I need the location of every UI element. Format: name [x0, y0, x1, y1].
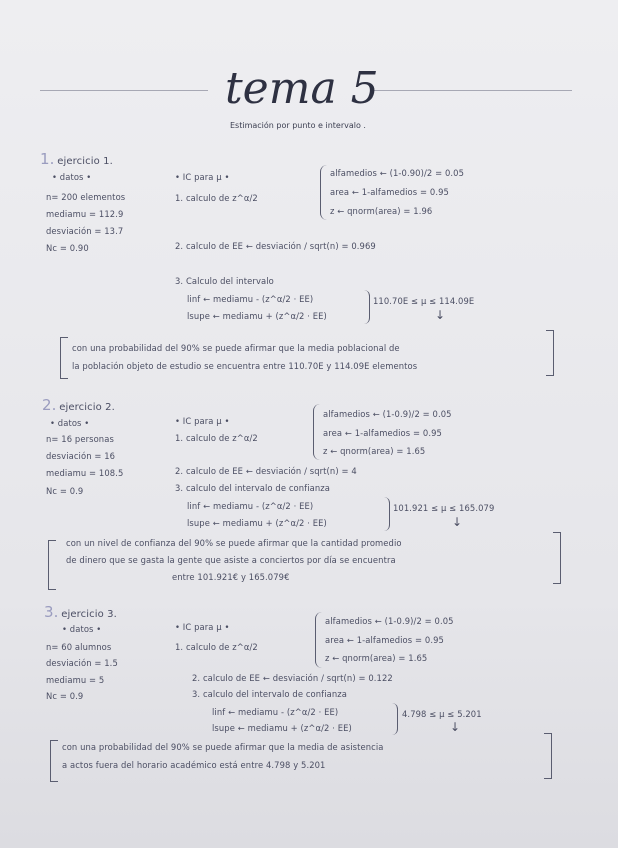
- ex1-linf: linf ← mediamu - (z^α/2 · EE): [187, 294, 314, 304]
- ex2-dato-media: mediamu = 108.5: [46, 468, 124, 478]
- ex2-conclusion-bracket-left: [48, 540, 56, 590]
- ex3-step-1: 1. calculo de z^α/2: [175, 642, 258, 652]
- ex3-system-brace: [315, 612, 322, 668]
- ex1-down-arrow: ↓: [435, 308, 446, 322]
- ex1-ic-label: • IC para μ •: [175, 172, 230, 182]
- exercise-3-number: 3.: [44, 603, 59, 621]
- title-rule-left: [40, 90, 208, 91]
- ex1-lsup: lsupe ← mediamu + (z^α/2 · EE): [187, 311, 327, 321]
- ex3-sys-area: area ← 1-alfamedios = 0.95: [325, 635, 444, 645]
- title-rule-right: [372, 90, 572, 91]
- ex1-sys-area: area ← 1-alfamedios = 0.95: [330, 187, 449, 197]
- ex2-conclusion-line-3: entre 101.921€ y 165.079€: [172, 572, 290, 582]
- ex2-sys-area: area ← 1-alfamedios = 0.95: [323, 428, 442, 438]
- ex1-system-brace: [320, 165, 327, 220]
- ex2-result: 101.921 ≤ μ ≤ 165.079: [393, 503, 495, 513]
- exercise-1-header: [40, 150, 113, 168]
- exercise-3-header: [44, 603, 117, 621]
- ex3-dato-n: n= 60 alumnos: [46, 642, 112, 652]
- ex3-sys-z: z ← qnorm(area) = 1.65: [325, 653, 428, 663]
- exercise-3-title: ejercicio 3.: [61, 609, 117, 620]
- exercise-2-number: 2.: [42, 396, 57, 414]
- ex2-dato-desviacion: desviación = 16: [46, 451, 116, 461]
- ex3-dato-desviacion: desviación = 1.5: [46, 658, 118, 668]
- ex2-lsup: lsupe ← mediamu + (z^α/2 · EE): [187, 518, 327, 528]
- ex1-sys-z: z ← qnorm(area) = 1.96: [330, 206, 433, 216]
- ex2-conclusion-line-1: con un nivel de confianza del 90% se puede afirmar que la cantidad promedio: [66, 538, 402, 548]
- ex1-dato-nc: Nc = 0.90: [46, 243, 89, 253]
- ex2-conclusion-line-2: de dinero que se gasta la gente que asiste a conciertos por día se encuentra: [66, 555, 396, 565]
- ex1-step-1: 1. calculo de z^α/2: [175, 193, 258, 203]
- ex2-sys-z: z ← qnorm(area) = 1.65: [323, 446, 426, 456]
- ex3-linf: linf ← mediamu - (z^α/2 · EE): [212, 707, 339, 717]
- ex3-conclusion-bracket-right: [544, 733, 552, 779]
- ex1-conclusion-bracket-left: [60, 337, 68, 379]
- ex3-conclusion-line-2: a actos fuera del horario académico está entre 4.798 y 5.201: [62, 760, 326, 770]
- ex3-sys-alfa: alfamedios ← (1-0.9)/2 = 0.05: [325, 616, 454, 626]
- ex2-sys-alfa: alfamedios ← (1-0.9)/2 = 0.05: [323, 409, 452, 419]
- ex1-conclusion-line-1: con una probabilidad del 90% se puede afirmar que la media poblacional de: [72, 343, 400, 353]
- ex1-dato-n: n= 200 elementos: [46, 192, 126, 202]
- ex2-step-3: 3. calculo del intervalo de confianza: [175, 483, 331, 493]
- ex1-result: 110.70E ≤ μ ≤ 114.09E: [373, 296, 475, 306]
- ex2-datos-label: • datos •: [50, 418, 90, 428]
- ex1-dato-desviacion: desviación = 13.7: [46, 226, 124, 236]
- ex3-conclusion-bracket-left: [50, 740, 58, 782]
- exercise-1-number: 1.: [40, 150, 55, 168]
- ex2-system-brace: [313, 404, 320, 460]
- ex1-sys-alfa: alfamedios ← (1-0.90)/2 = 0.05: [330, 168, 464, 178]
- ex3-dato-nc: Nc = 0.9: [46, 691, 84, 701]
- ex2-interval-brace: [384, 497, 390, 531]
- exercise-2-title: ejercicio 2.: [59, 402, 115, 413]
- page-subtitle: Estimación por punto e intervalo .: [230, 121, 366, 130]
- ex2-down-arrow: ↓: [452, 515, 463, 529]
- ex3-step-2: 2. calculo de EE ← desviación / sqrt(n) = 0.122: [192, 673, 393, 683]
- ex3-step-3: 3. calculo del intervalo de confianza: [192, 689, 348, 699]
- ex1-conclusion-bracket-right: [546, 330, 554, 376]
- ex2-dato-nc: Nc = 0.9: [46, 486, 84, 496]
- ex2-dato-n: n= 16 personas: [46, 434, 114, 444]
- ex1-datos-label: • datos •: [52, 172, 92, 182]
- ex3-interval-brace: [392, 703, 398, 735]
- ex2-step-1: 1. calculo de z^α/2: [175, 433, 258, 443]
- ex2-step-2: 2. calculo de EE ← desviación / sqrt(n) = 4: [175, 466, 357, 476]
- exercise-1-title: ejercicio 1.: [57, 156, 113, 167]
- ex2-conclusion-bracket-right: [553, 532, 561, 584]
- ex3-down-arrow: ↓: [450, 720, 461, 734]
- ex3-datos-label: • datos •: [62, 624, 102, 634]
- ex1-conclusion-line-2: la población objeto de estudio se encuentra entre 110.70E y 114.09E elementos: [72, 361, 418, 371]
- page-title: tema 5: [225, 63, 379, 114]
- ex3-conclusion-line-1: con una probabilidad del 90% se puede afirmar que la media de asistencia: [62, 742, 384, 752]
- ex1-step-2: 2. calculo de EE ← desviación / sqrt(n) = 0.969: [175, 241, 376, 251]
- exercise-2-header: [42, 396, 115, 414]
- ex3-result: 4.798 ≤ μ ≤ 5.201: [402, 709, 482, 719]
- ex2-linf: linf ← mediamu - (z^α/2 · EE): [187, 501, 314, 511]
- ex3-ic-label: • IC para μ •: [175, 622, 230, 632]
- ex3-lsup: lsupe ← mediamu + (z^α/2 · EE): [212, 723, 352, 733]
- ex1-dato-media: mediamu = 112.9: [46, 209, 124, 219]
- ex1-interval-brace: [364, 290, 370, 324]
- ex2-ic-label: • IC para μ •: [175, 416, 230, 426]
- ex1-step-3: 3. Calculo del intervalo: [175, 276, 274, 286]
- ex3-dato-media: mediamu = 5: [46, 675, 105, 685]
